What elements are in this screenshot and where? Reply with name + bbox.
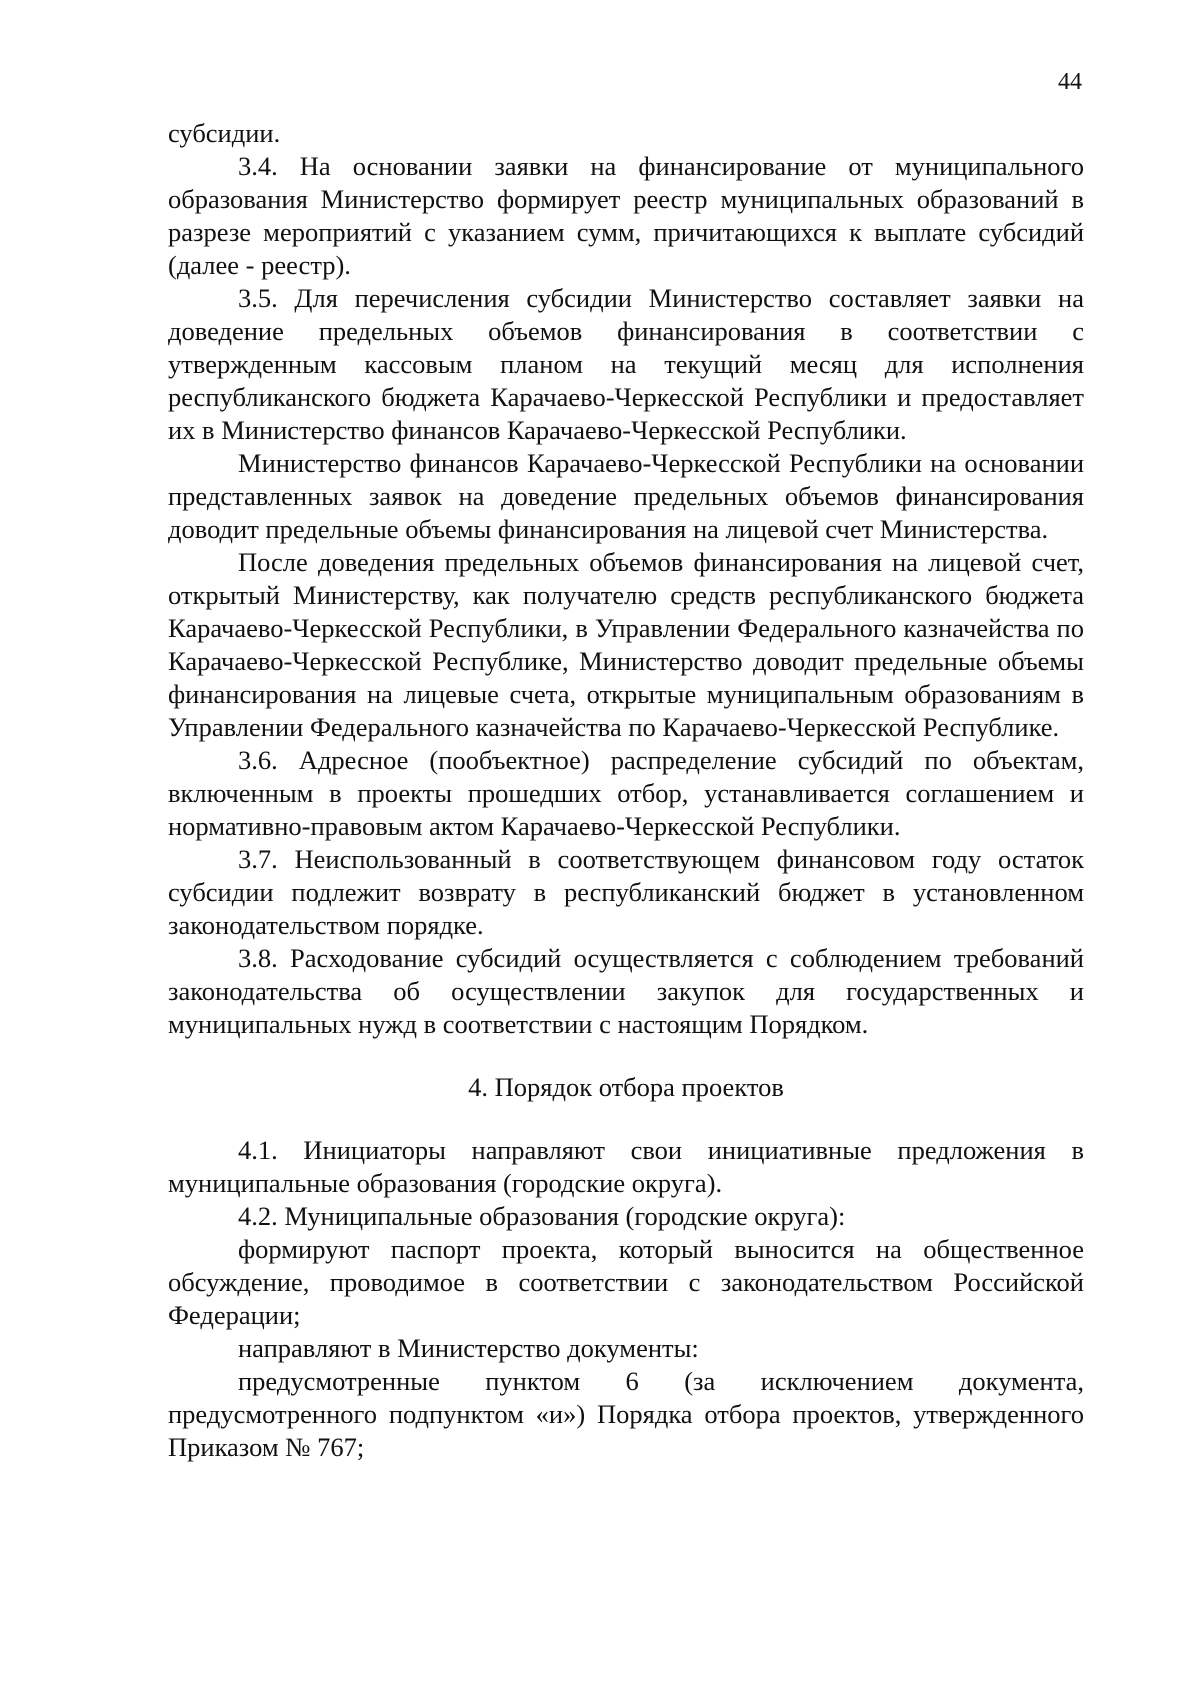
paragraph-3-8: 3.8. Расходование субсидий осуществляется с соблюдением требований законодательства об осуществлении закупок для государственных и муниципальных нужд в соответствии с настоящим Порядком. [168, 943, 1084, 1039]
document-body [168, 117, 1084, 1464]
paragraph-3-4: 3.4. На основании заявки на финансирование от муниципального образования Министерство формирует реестр муниципальных образований в разрезе мероприятий с указанием сумм, причитающихся к выплате субсидий (далее - реестр). [168, 151, 1084, 280]
paragraph-continuation: субсидии. [168, 118, 281, 148]
paragraph-after-limits: После доведения предельных объемов финансирования на лицевой счет, открытый Министерству, как получателю средств республиканского бюджета Карачаево-Черкесской Республики, в Управлении Федерального казначейства по Карачаево-Черкесской Республике, Министерство доводит предельные объемы финансирования на лицевые счета, открытые муниципальным образованиям в Управлении Федерального казначейства по Карачаево-Черкесской Республике. [168, 547, 1084, 742]
paragraph-passport: формируют паспорт проекта, который выносится на общественное обсуждение, проводимое в соответствии с законодательством Российской Федерации; [168, 1234, 1084, 1330]
paragraph-4-1: 4.1. Инициаторы направляют свои инициативные предложения в муниципальные образования (городские округа). [168, 1135, 1084, 1198]
page-number: 44 [1058, 69, 1082, 95]
paragraph-provided-documents: предусмотренные пунктом 6 (за исключением документа, предусмотренного подпунктом «и») Порядка отбора проектов, утвержденного Приказом № 767; [168, 1366, 1084, 1462]
paragraph-4-2: 4.2. Муниципальные образования (городские округа): [238, 1201, 846, 1231]
paragraph-3-7: 3.7. Неиспользованный в соответствующем финансовом году остаток субсидии подлежит возврату в республиканский бюджет в установленном законодательством порядке. [168, 844, 1084, 940]
paragraph-minfin: Министерство финансов Карачаево-Черкесской Республики на основании представленных заявок на доведение предельных объемов финансирования доводит предельные объемы финансирования на лицевой счет Министерства. [168, 448, 1084, 544]
section-heading: 4. Порядок отбора проектов [468, 1072, 784, 1102]
paragraph-3-6: 3.6. Адресное (пообъектное) распределение субсидий по объектам, включенным в проекты прошедших отбор, устанавливается соглашением и нормативно-правовым актом Карачаево-Черкесской Республики. [168, 745, 1084, 841]
paragraph-3-5: 3.5. Для перечисления субсидии Министерство составляет заявки на доведение предельных объемов финансирования в соответствии с утвержденным кассовым планом на текущий месяц для исполнения республиканского бюджета Карачаево-Черкесской Республики и предоставляет их в Министерство финансов Карачаево-Черкесской Республики. [168, 283, 1084, 445]
paragraph-send-documents: направляют в Министерство документы: [238, 1333, 699, 1363]
